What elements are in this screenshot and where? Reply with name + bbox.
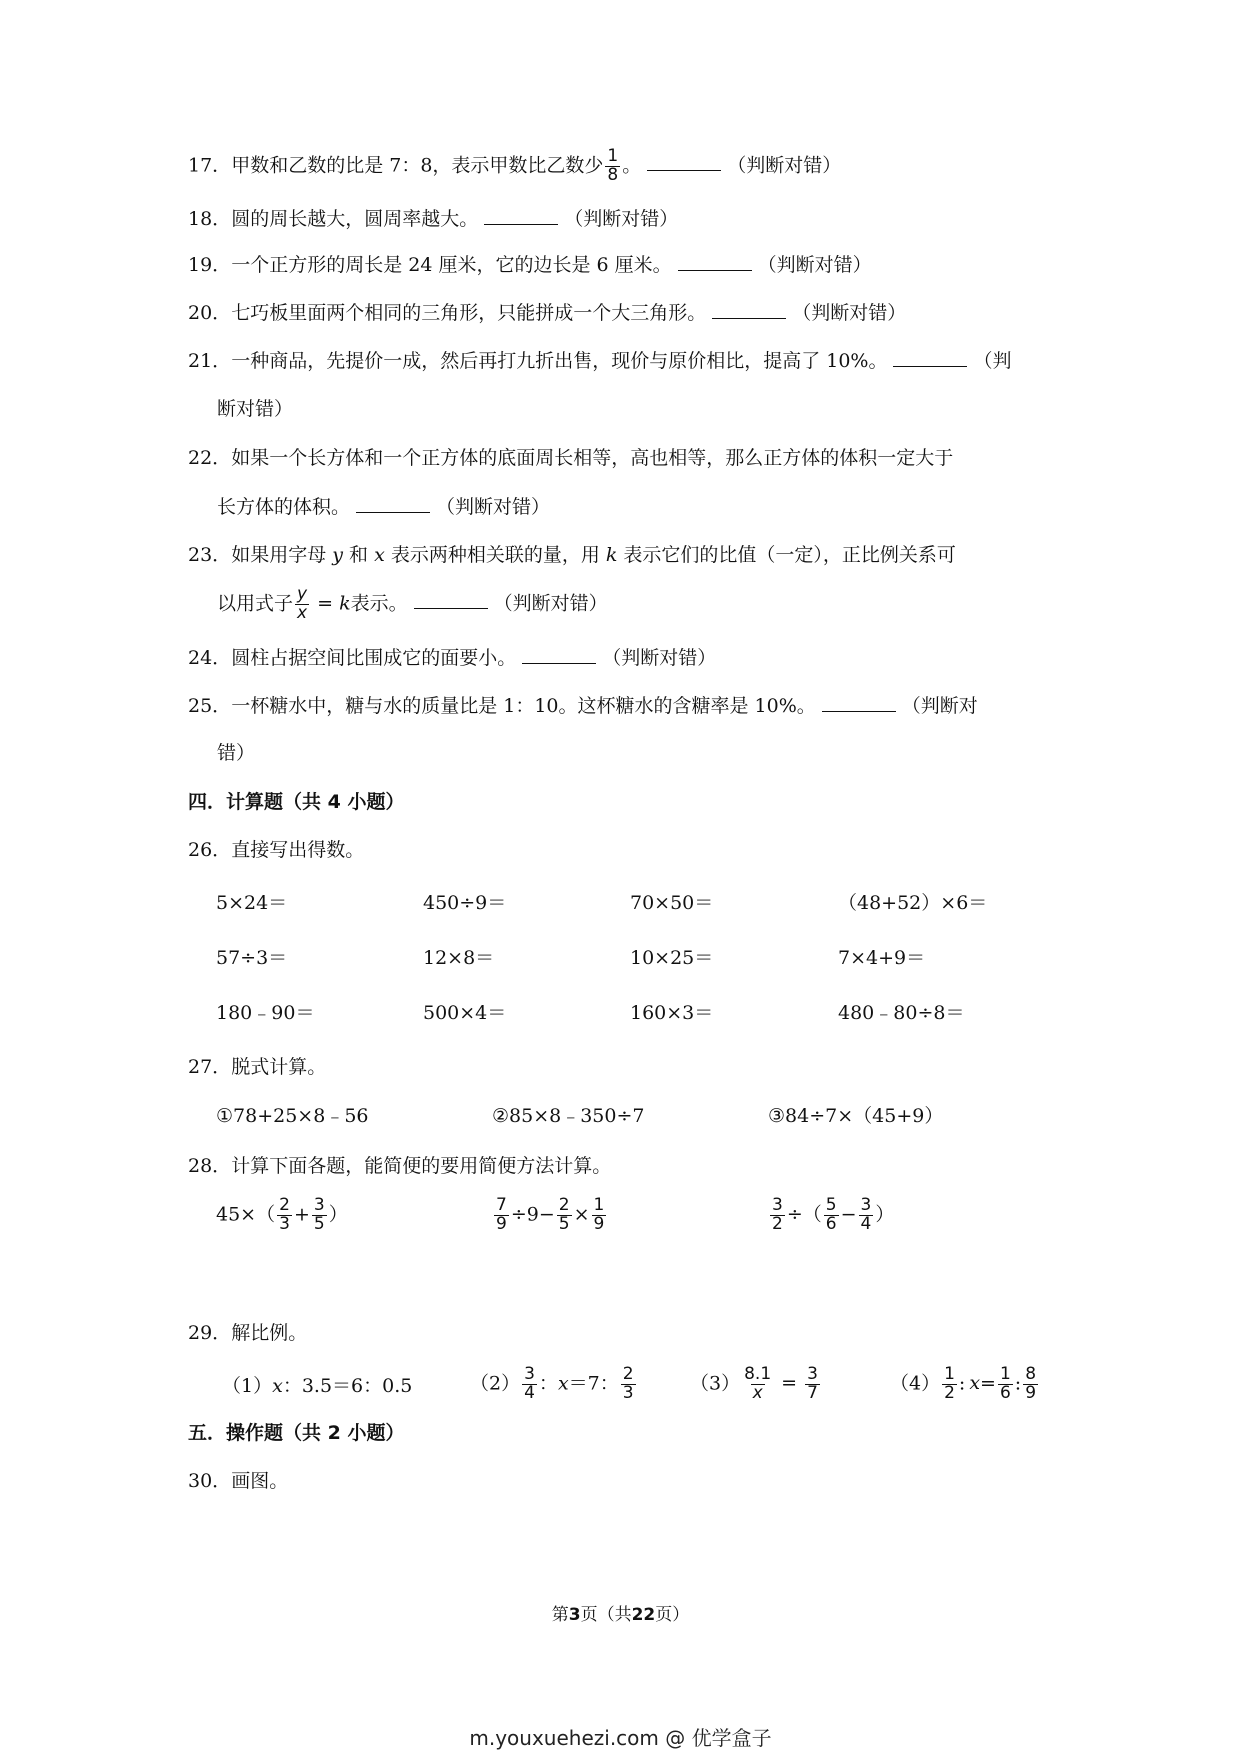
fraction-denominator: 9 xyxy=(1025,1382,1037,1403)
proportion-2 xyxy=(470,1366,638,1403)
equals-sign: = xyxy=(781,1372,798,1395)
watermark: m.youxuehezi.com @ 优学盒子 xyxy=(469,1726,772,1750)
page-label: 第 xyxy=(551,1605,569,1625)
equals-sign: = xyxy=(311,592,340,615)
proportion-4 xyxy=(890,1366,1040,1403)
question-28 xyxy=(188,1151,611,1178)
question-25 xyxy=(188,691,978,718)
question-number: 27． xyxy=(188,1056,232,1078)
expr-text: ：3.5＝6：0.5 xyxy=(282,1375,413,1397)
section-5-title: 五．操作题（共 2 小题） xyxy=(188,1422,405,1444)
page-total: 22 xyxy=(631,1605,656,1625)
fraction-denominator: 2 xyxy=(944,1382,955,1403)
calc-7x4plus9: 7×4+9＝ xyxy=(838,947,926,969)
fraction-numerator: 1 xyxy=(944,1364,955,1384)
question-23-continuation xyxy=(217,586,608,623)
question-20 xyxy=(188,298,906,325)
fraction-denominator: 3 xyxy=(622,1382,634,1403)
fraction-numerator: 3 xyxy=(772,1195,783,1215)
question-text: 以用式子 xyxy=(217,592,294,615)
variable-k: k xyxy=(605,544,618,566)
fraction-denominator: x xyxy=(297,602,308,623)
fraction-denominator: 8 xyxy=(607,164,619,185)
question-21-continuation: 断对错） xyxy=(217,398,294,420)
calc-480minus80div8: 480﹣80÷8＝ xyxy=(838,1002,965,1024)
fraction-numerator: 3 xyxy=(524,1364,535,1384)
calc-5x24: 5×24＝ xyxy=(216,892,288,914)
question-23 xyxy=(188,540,956,567)
question-number: 22． xyxy=(188,447,232,469)
question-25-continuation: 错） xyxy=(217,742,256,764)
fraction xyxy=(1023,1366,1038,1403)
question-text: 脱式计算。 xyxy=(231,1056,327,1078)
operator: × xyxy=(573,1203,590,1226)
part-label: （1） xyxy=(222,1375,273,1397)
page-label: 页（共 xyxy=(580,1605,632,1625)
variable-x: x xyxy=(969,1372,981,1395)
question-text: 表示它们的比值（一定），正比例关系可 xyxy=(617,544,956,566)
question-text: 表示。 xyxy=(350,592,408,615)
question-text: 一杯糖水中，糖与水的质量比是 1：10。这杯糖水的含糖率是 10%。 xyxy=(231,695,816,717)
question-text: 一种商品，先提价一成，然后再打九折出售，现价与原价相比，提高了 10%。 xyxy=(231,350,888,372)
fraction-numerator: 3 xyxy=(860,1195,872,1215)
fraction-denominator: 5 xyxy=(313,1213,325,1234)
question-22-continuation xyxy=(217,492,550,519)
expr-text: ） xyxy=(875,1203,895,1226)
judge-hint: （判断对错） xyxy=(792,302,907,324)
expr-text: 45×（ xyxy=(216,1203,276,1226)
judge-hint: （判 xyxy=(973,350,1012,372)
section-4-title: 四．计算题（共 4 小题） xyxy=(188,791,405,813)
question-number: 30． xyxy=(188,1470,232,1492)
fraction xyxy=(522,1366,537,1403)
colon: ： xyxy=(538,1372,558,1395)
fraction-numerator: 3 xyxy=(313,1195,325,1215)
question-24 xyxy=(188,643,716,670)
calc-48plus52x6: （48+52）×6＝ xyxy=(838,892,988,914)
fraction xyxy=(277,1197,292,1234)
calc-500x4: 500×4＝ xyxy=(423,1002,507,1024)
question-number: 23． xyxy=(188,544,232,566)
judge-hint: （判断对错） xyxy=(564,208,679,230)
question-text: 画图。 xyxy=(231,1470,289,1492)
fraction-numerator: 2 xyxy=(279,1195,290,1215)
page-label: 页） xyxy=(655,1605,690,1625)
fraction-denominator: 4 xyxy=(860,1213,872,1234)
fraction xyxy=(805,1366,820,1403)
question-text: 和 xyxy=(342,544,375,566)
question-number: 19． xyxy=(188,254,232,276)
question-text: 如果一个长方体和一个正方体的底面周长相等，高也相等，那么正方体的体积一定大于 xyxy=(231,447,954,469)
fraction-denominator: 9 xyxy=(593,1213,605,1234)
fraction-denominator: 4 xyxy=(524,1382,535,1403)
fraction-denominator: 9 xyxy=(496,1213,507,1234)
question-text: 表示两种相关联的量，用 xyxy=(384,544,606,566)
expr-text: ÷（ xyxy=(786,1203,822,1226)
expr-text: ） xyxy=(328,1203,348,1226)
operator: − xyxy=(840,1203,857,1226)
simplify-expr-1 xyxy=(216,1197,348,1234)
page-footer xyxy=(0,1600,1241,1625)
fraction-numerator: y xyxy=(297,584,308,604)
question-text: 圆的周长越大，圆周率越大。 xyxy=(231,208,479,230)
question-27 xyxy=(188,1052,326,1079)
question-30 xyxy=(188,1466,288,1493)
variable-k: k xyxy=(339,592,351,615)
calc-12x8: 12×8＝ xyxy=(423,947,495,969)
question-text: 长方体的体积。 xyxy=(217,496,351,518)
calc-10x25: 10×25＝ xyxy=(630,947,714,969)
proportion-3 xyxy=(690,1366,822,1403)
part-label: （4） xyxy=(890,1372,941,1395)
fraction-numerator: 1 xyxy=(607,146,619,166)
fraction xyxy=(742,1366,773,1403)
colon: : xyxy=(958,1372,966,1395)
judge-hint: （判断对 xyxy=(901,695,978,717)
answer-blank[interactable] xyxy=(893,348,967,367)
judge-hint: （判断对错） xyxy=(436,496,551,518)
fraction xyxy=(942,1366,957,1403)
fraction xyxy=(494,1197,509,1234)
question-text: 甲数和乙数的比是 7：8，表示甲数比乙数少 xyxy=(231,154,604,177)
fraction xyxy=(312,1197,327,1234)
fraction xyxy=(557,1197,572,1234)
question-text: 解比例。 xyxy=(231,1322,308,1344)
answer-blank[interactable] xyxy=(484,206,558,225)
step-calc-1: ①78+25×8﹣56 xyxy=(216,1105,369,1127)
fraction xyxy=(592,1197,607,1234)
question-19 xyxy=(188,250,872,277)
question-text: 如果用字母 xyxy=(231,544,333,566)
step-calc-3: ③84÷7×（45+9） xyxy=(768,1105,944,1127)
fraction-numerator: 2 xyxy=(558,1195,570,1215)
answer-blank[interactable] xyxy=(356,494,430,513)
expr-text: ＝7： xyxy=(568,1372,619,1395)
fraction-denominator: 3 xyxy=(279,1213,290,1234)
answer-blank[interactable] xyxy=(647,152,721,171)
calc-70x50: 70×50＝ xyxy=(630,892,714,914)
variable-x: x xyxy=(374,544,385,566)
colon: : xyxy=(1014,1372,1022,1395)
question-number: 18． xyxy=(188,208,232,230)
fraction-numerator: 1 xyxy=(593,1195,605,1215)
operator: + xyxy=(293,1203,310,1226)
fraction-numerator: 1 xyxy=(999,1364,1011,1384)
equals-sign: = xyxy=(980,1372,996,1395)
simplify-expr-2 xyxy=(492,1197,608,1234)
fraction-numerator: 2 xyxy=(622,1364,634,1384)
expr-text: ÷9− xyxy=(510,1203,555,1226)
question-21 xyxy=(188,346,1011,373)
question-26 xyxy=(188,835,364,862)
fraction xyxy=(824,1197,839,1234)
variable-y: y xyxy=(332,544,343,566)
fraction-denominator: 2 xyxy=(772,1213,783,1234)
simplify-expr-3 xyxy=(768,1197,894,1234)
fraction-denominator: 6 xyxy=(999,1382,1011,1403)
judge-hint: （判断对错） xyxy=(757,254,872,276)
calc-180minus90: 180﹣90＝ xyxy=(216,1002,315,1024)
question-number: 24． xyxy=(188,647,232,669)
proportion-1 xyxy=(222,1371,412,1398)
question-number: 25． xyxy=(188,695,232,717)
question-number: 20． xyxy=(188,302,232,324)
variable-x: x xyxy=(557,1372,569,1395)
part-label: （3） xyxy=(690,1372,741,1395)
fraction-numerator: 7 xyxy=(496,1195,507,1215)
question-17 xyxy=(188,148,841,185)
answer-blank[interactable] xyxy=(522,645,596,664)
fraction-numerator: 3 xyxy=(807,1364,818,1384)
question-text: 计算下面各题，能简便的要用简便方法计算。 xyxy=(231,1155,612,1177)
answer-blank[interactable] xyxy=(822,693,896,712)
fraction xyxy=(859,1197,874,1234)
question-number: 21． xyxy=(188,350,232,372)
fraction xyxy=(998,1366,1013,1403)
judge-hint: （判断对错） xyxy=(602,647,717,669)
page-number: 3 xyxy=(568,1605,581,1625)
question-text: 一个正方形的周长是 24 厘米，它的边长是 6 厘米。 xyxy=(231,254,672,276)
fraction-denominator: 6 xyxy=(825,1213,837,1234)
question-text: 圆柱占据空间比围成它的面要小。 xyxy=(231,647,517,669)
judge-hint: （判断对错） xyxy=(493,592,608,615)
fraction xyxy=(605,148,620,185)
answer-blank[interactable] xyxy=(712,300,786,319)
calc-450div9: 450÷9＝ xyxy=(423,892,507,914)
question-22 xyxy=(188,443,953,470)
fraction-denominator: x xyxy=(752,1382,763,1403)
fraction xyxy=(770,1197,785,1234)
fraction-denominator: 7 xyxy=(807,1382,818,1403)
question-18 xyxy=(188,204,678,231)
fraction xyxy=(621,1366,636,1403)
answer-blank[interactable] xyxy=(414,590,488,609)
fraction-numerator: 5 xyxy=(825,1195,837,1215)
calc-57div3: 57÷3＝ xyxy=(216,947,288,969)
judge-hint: （判断对错） xyxy=(727,154,842,177)
fraction xyxy=(295,586,309,623)
answer-blank[interactable] xyxy=(678,252,752,271)
fraction-numerator: 8.1 xyxy=(744,1364,772,1384)
fraction-denominator: 5 xyxy=(558,1213,570,1234)
calc-160x3: 160×3＝ xyxy=(630,1002,714,1024)
question-number: 17． xyxy=(188,154,232,177)
question-text: 直接写出得数。 xyxy=(231,839,365,861)
question-number: 26． xyxy=(188,839,232,861)
question-29 xyxy=(188,1318,307,1345)
fraction-numerator: 8 xyxy=(1025,1364,1037,1384)
step-calc-2: ②85×8﹣350÷7 xyxy=(492,1105,645,1127)
question-number: 29． xyxy=(188,1322,232,1344)
question-text: 七巧板里面两个相同的三角形，只能拼成一个大三角形。 xyxy=(231,302,707,324)
question-text-end: 。 xyxy=(622,154,642,177)
question-number: 28． xyxy=(188,1155,232,1177)
variable-x: x xyxy=(272,1375,283,1397)
part-label: （2） xyxy=(470,1372,521,1395)
